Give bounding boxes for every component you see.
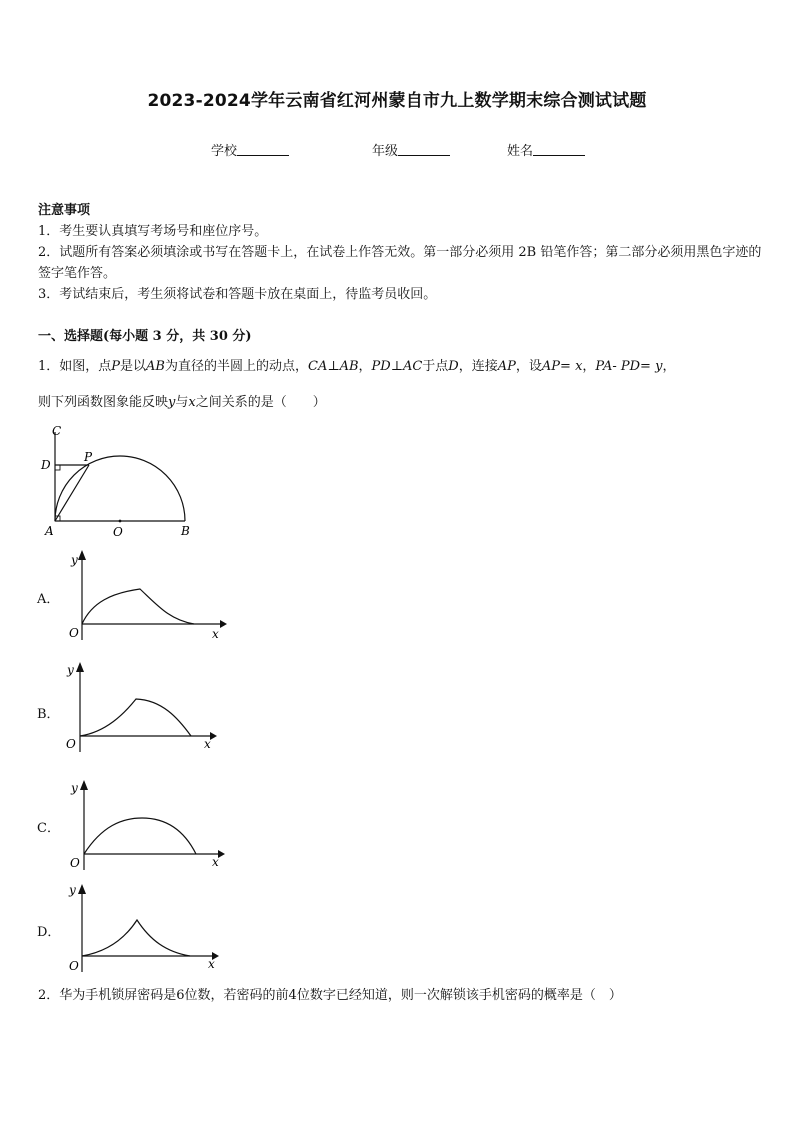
- q1-text: 1．如图，点: [38, 359, 112, 374]
- label-d: D: [41, 458, 51, 472]
- q1-math-pa-minus-pd: PA- PD= y: [595, 359, 663, 374]
- option-a-label[interactable]: A．: [37, 592, 60, 607]
- notice-item-2: 2．试题所有答案必须填涂或书写在答题卡上，在试卷上作答无效。第一部分必须用 2B 铅笔作答；第二部分必须用黑色字迹的签字笔作答。: [38, 245, 762, 281]
- option-c-label[interactable]: C．: [37, 821, 60, 836]
- semicircle-figure: [38, 420, 198, 542]
- curve-c: [84, 818, 196, 854]
- q1-text: ，设: [515, 359, 542, 374]
- label-a: A: [45, 524, 54, 538]
- section-heading: 一、选择题(每小题 3 分，共 30 分): [38, 329, 252, 344]
- label-p: P: [84, 450, 93, 464]
- school-label: 学校: [211, 144, 238, 159]
- grade-label: 年级: [372, 144, 399, 159]
- x-axis-arrow-icon: [210, 732, 217, 740]
- center-point-o: [119, 520, 122, 523]
- page-title: 2023-2024学年云南省红河州蒙自市九上数学期末综合测试试题: [147, 91, 647, 111]
- origin-label: O: [69, 626, 79, 640]
- option-a-graph[interactable]: [62, 548, 227, 643]
- question-1-line-2: [38, 392, 762, 414]
- q1-math-ab: AB: [146, 359, 165, 374]
- y-axis-arrow-icon: [78, 550, 86, 560]
- q1-text: 与: [175, 395, 189, 410]
- notice-heading: 注意事项: [38, 203, 91, 218]
- q1-text: 为直径的半圆上的动点，: [165, 359, 309, 374]
- x-axis-label: x: [212, 855, 219, 869]
- x-axis-label: x: [212, 627, 219, 641]
- q1-text: ，: [582, 359, 596, 374]
- y-axis-label: y: [67, 663, 74, 677]
- q1-text: ，: [358, 359, 372, 374]
- y-axis-arrow-icon: [78, 884, 86, 894]
- x-axis-label: x: [208, 957, 215, 971]
- q1-text: ，: [662, 359, 676, 374]
- origin-label: O: [70, 856, 80, 870]
- x-axis-label: x: [204, 737, 211, 751]
- y-axis-arrow-icon: [76, 662, 84, 672]
- question-2: 2．华为手机锁屏密码是6位数，若密码的前4位数字已经知道，则一次解锁该手机密码的概率是（ ）: [38, 988, 622, 1003]
- school-field: [211, 140, 289, 159]
- label-c: C: [52, 424, 62, 438]
- label-b: B: [181, 524, 190, 538]
- curve-a: [82, 589, 194, 624]
- notice-item-1: 1．考生要认真填写考场号和座位序号。: [38, 224, 268, 239]
- question-1-line-1: [38, 356, 762, 378]
- q1-text: 于点: [422, 359, 449, 374]
- q1-math-ap: AP: [497, 359, 516, 374]
- q1-text: 之间关系的是（ ）: [195, 395, 326, 410]
- q1-math-p: P: [111, 359, 121, 374]
- name-blank: [533, 143, 585, 156]
- curve-b: [80, 699, 191, 736]
- y-axis-label: y: [71, 781, 78, 795]
- label-o: O: [113, 525, 123, 539]
- q1-math-ca-perp-ab: CA⊥AB: [308, 359, 359, 374]
- option-c-graph[interactable]: [62, 776, 227, 871]
- q1-text: 是以: [120, 359, 147, 374]
- grade-field: [372, 140, 450, 159]
- option-d-label[interactable]: D．: [37, 925, 61, 940]
- curve-d: [82, 920, 190, 956]
- notice-item-3: 3．考试结束后，考生须将试卷和答题卡放在桌面上，待监考员收回。: [38, 287, 437, 302]
- q1-text: ，连接: [458, 359, 498, 374]
- x-axis-arrow-icon: [218, 850, 225, 858]
- q1-math-ap-eq-x: AP= x: [541, 359, 583, 374]
- option-b-label[interactable]: B．: [37, 707, 60, 722]
- option-b-graph[interactable]: [58, 658, 223, 753]
- segment-ap: [55, 465, 89, 521]
- school-blank: [237, 143, 289, 156]
- q1-math-pd-perp-ac: PD⊥AC: [371, 359, 423, 374]
- origin-label: O: [69, 959, 79, 973]
- y-axis-label: y: [71, 553, 78, 567]
- q1-math-y: y: [168, 395, 176, 410]
- origin-label: O: [66, 737, 76, 751]
- y-axis-label: y: [69, 883, 76, 897]
- q1-text: 则下列函数图象能反映: [38, 395, 169, 410]
- name-label: 姓名: [507, 144, 534, 159]
- q1-math-d: D: [448, 359, 459, 374]
- q1-math-x: x: [188, 395, 196, 410]
- x-axis-arrow-icon: [220, 620, 227, 628]
- right-angle-mark-d: [55, 465, 60, 470]
- name-field: [507, 140, 585, 159]
- grade-blank: [398, 143, 450, 156]
- y-axis-arrow-icon: [80, 780, 88, 790]
- option-d-graph[interactable]: [62, 880, 227, 975]
